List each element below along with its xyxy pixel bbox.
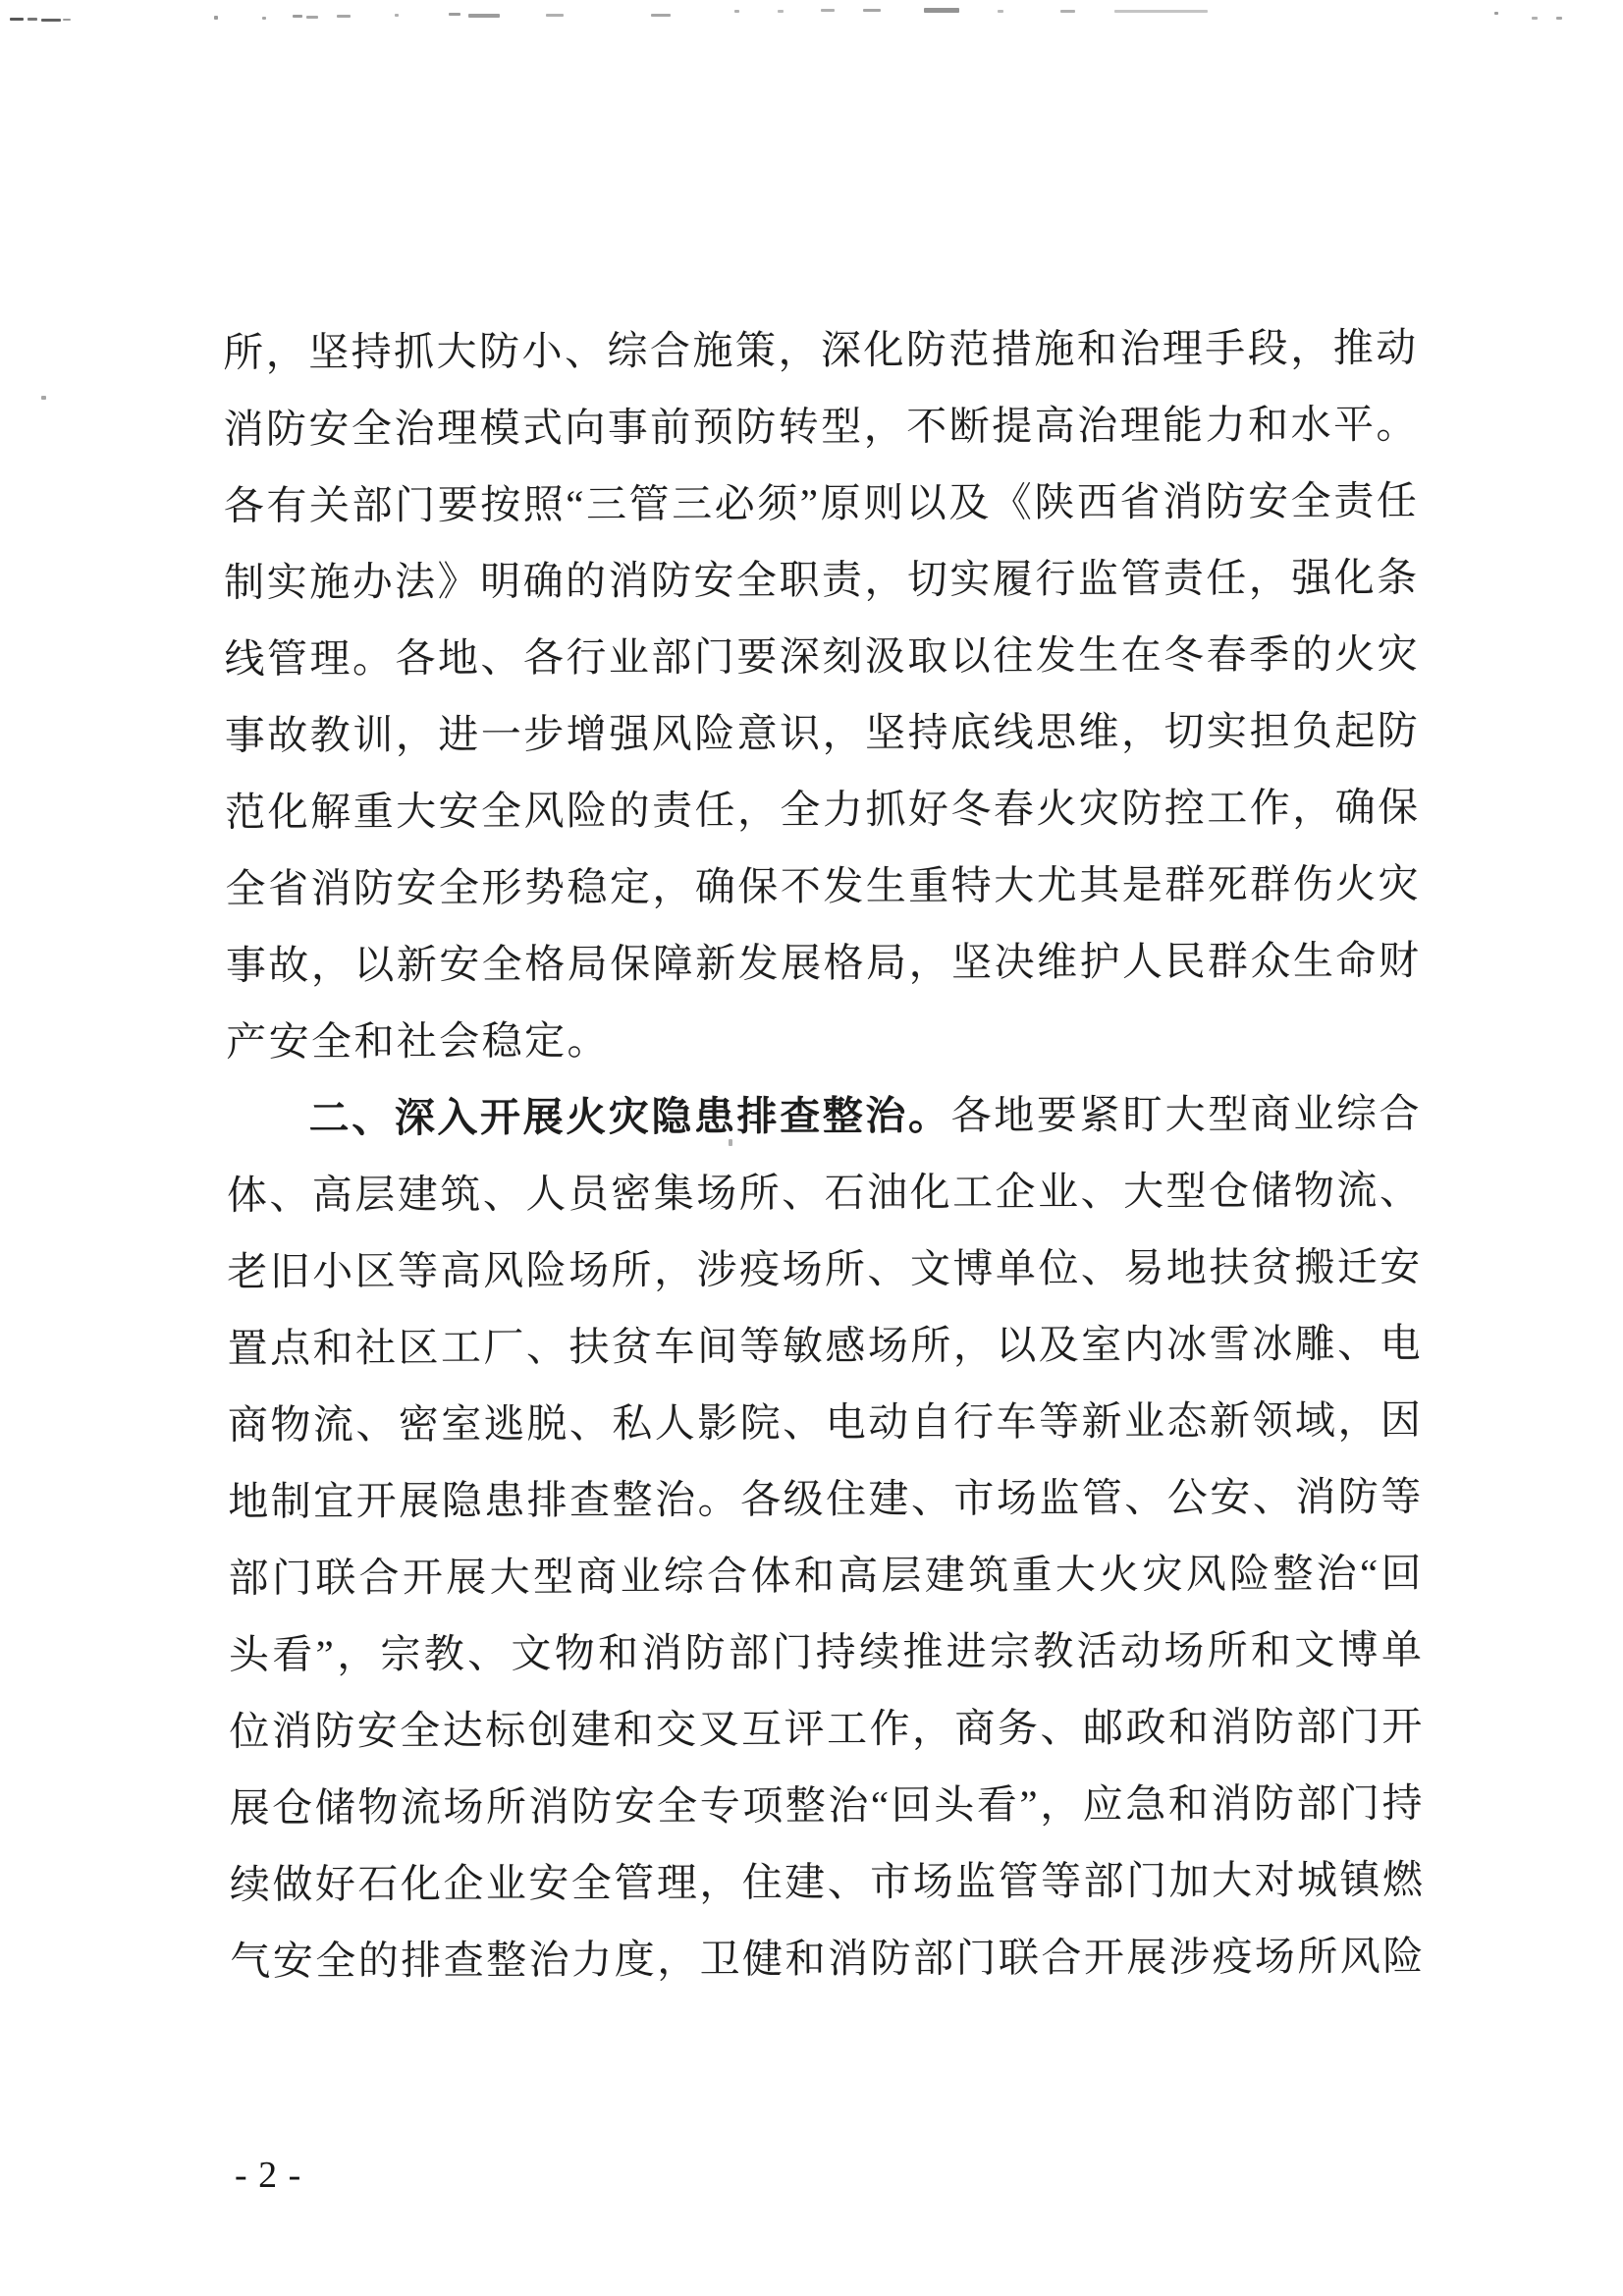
body-text-line: 头看”，宗教、文物和消防部门持续推进宗教活动场所和文博单 (228, 1626, 1423, 1677)
scan-noise-mark (821, 9, 835, 12)
body-text-line: 气安全的排查整治力度，卫健和消防部门联合开展涉疫场所风险 (230, 1933, 1424, 1984)
scan-noise-mark (924, 8, 959, 13)
scan-noise-mark (262, 17, 266, 20)
body-text-line: 商物流、密室逃脱、私人影院、电动自行车等新业态新领域，因 (227, 1396, 1422, 1448)
body-text-line: 体、高层建筑、人员密集场所、石油化工企业、大型仓储物流、 (226, 1167, 1421, 1218)
scan-noise-mark (734, 10, 739, 13)
body-text-line: 地制宜开展隐患排查整治。各级住建、市场监管、公安、消防等 (228, 1473, 1422, 1524)
body-text-line: 全省消防安全形势稳定，确保不发生重特大尤其是群死群伤火灾 (225, 860, 1419, 911)
scan-noise-mark (293, 15, 302, 18)
section-heading: 二、深入开展火灾隐患排查整治。 (308, 1092, 951, 1141)
scan-noise-mark (1060, 10, 1075, 13)
scan-noise-mark (863, 9, 881, 12)
scan-noise-mark (468, 14, 500, 18)
body-text-line: 事故教训，进一步增强风险意识，坚持底线思维，切实担负起防 (224, 707, 1418, 758)
body-text-line: 位消防安全达标创建和交叉互评工作，商务、邮政和消防部门开 (229, 1703, 1423, 1754)
scan-noise-mark (449, 13, 460, 16)
document-body (223, 309, 1423, 1999)
body-text-line: 各有关部门要按照“三管三必须”原则以及《陕西省消防安全责任 (223, 477, 1417, 528)
body-text-line: 展仓储物流场所消防安全专项整治“回头看”，应急和消防部门持 (229, 1779, 1423, 1831)
scan-noise-mark (63, 19, 71, 21)
body-text-line: 续做好石化企业安全管理，住建、市场监管等部门加大对城镇燃 (229, 1856, 1424, 1907)
body-text-line: 制实施办法》明确的消防安全职责，切实履行监管责任，强化条 (224, 554, 1418, 605)
scan-noise-mark (1532, 17, 1538, 20)
body-text-line: 范化解重大安全风险的责任，全力抓好冬春火灾防控工作，确保 (225, 784, 1419, 835)
body-text-line: 线管理。各地、各行业部门要深刻汲取以往发生在冬春季的火灾 (224, 630, 1418, 682)
page-number: - 2 - (235, 2155, 302, 2196)
body-text-line: 老旧小区等高风险场所，涉疫场所、文博单位、易地扶贫搬迁安 (227, 1243, 1421, 1294)
scan-noise-mark (337, 15, 351, 18)
scan-noise-mark (998, 10, 1003, 13)
scan-noise-mark (214, 16, 218, 20)
scan-noise-mark (1114, 10, 1208, 13)
body-text-line: 所，坚持抓大防小、综合施策，深化防范措施和治理手段，推动 (223, 324, 1417, 375)
scan-noise-mark (1494, 12, 1498, 15)
body-text-line: 部门联合开展大型商业综合体和高层建筑重大火灾风险整治“回 (228, 1550, 1422, 1601)
scan-noise-mark (41, 396, 46, 400)
paragraph-heading-line: 二、深入开展火灾隐患排查整治。各地要紧盯大型商业综合 (308, 1090, 1420, 1141)
scan-noise-mark (27, 18, 37, 21)
scan-noise-mark (395, 14, 399, 17)
scan-noise-mark (1556, 17, 1562, 20)
scan-noise-mark (10, 18, 24, 21)
body-text-line: 事故，以新安全格局保障新发展格局，坚决维护人民群众生命财 (225, 937, 1419, 988)
scan-noise-mark (778, 10, 784, 13)
body-text-line: 消防安全治理模式向事前预防转型，不断提高治理能力和水平。 (223, 401, 1417, 452)
scan-noise-mark (306, 16, 318, 19)
scan-noise-mark (651, 14, 671, 17)
body-text-line: 置点和社区工厂、扶贫车间等敏感场所，以及室内冰雪冰雕、电 (227, 1320, 1421, 1371)
scan-noise-mark (41, 19, 61, 22)
body-text-line: 产安全和社会稳定。 (226, 1017, 610, 1065)
scan-noise-mark (546, 14, 564, 17)
